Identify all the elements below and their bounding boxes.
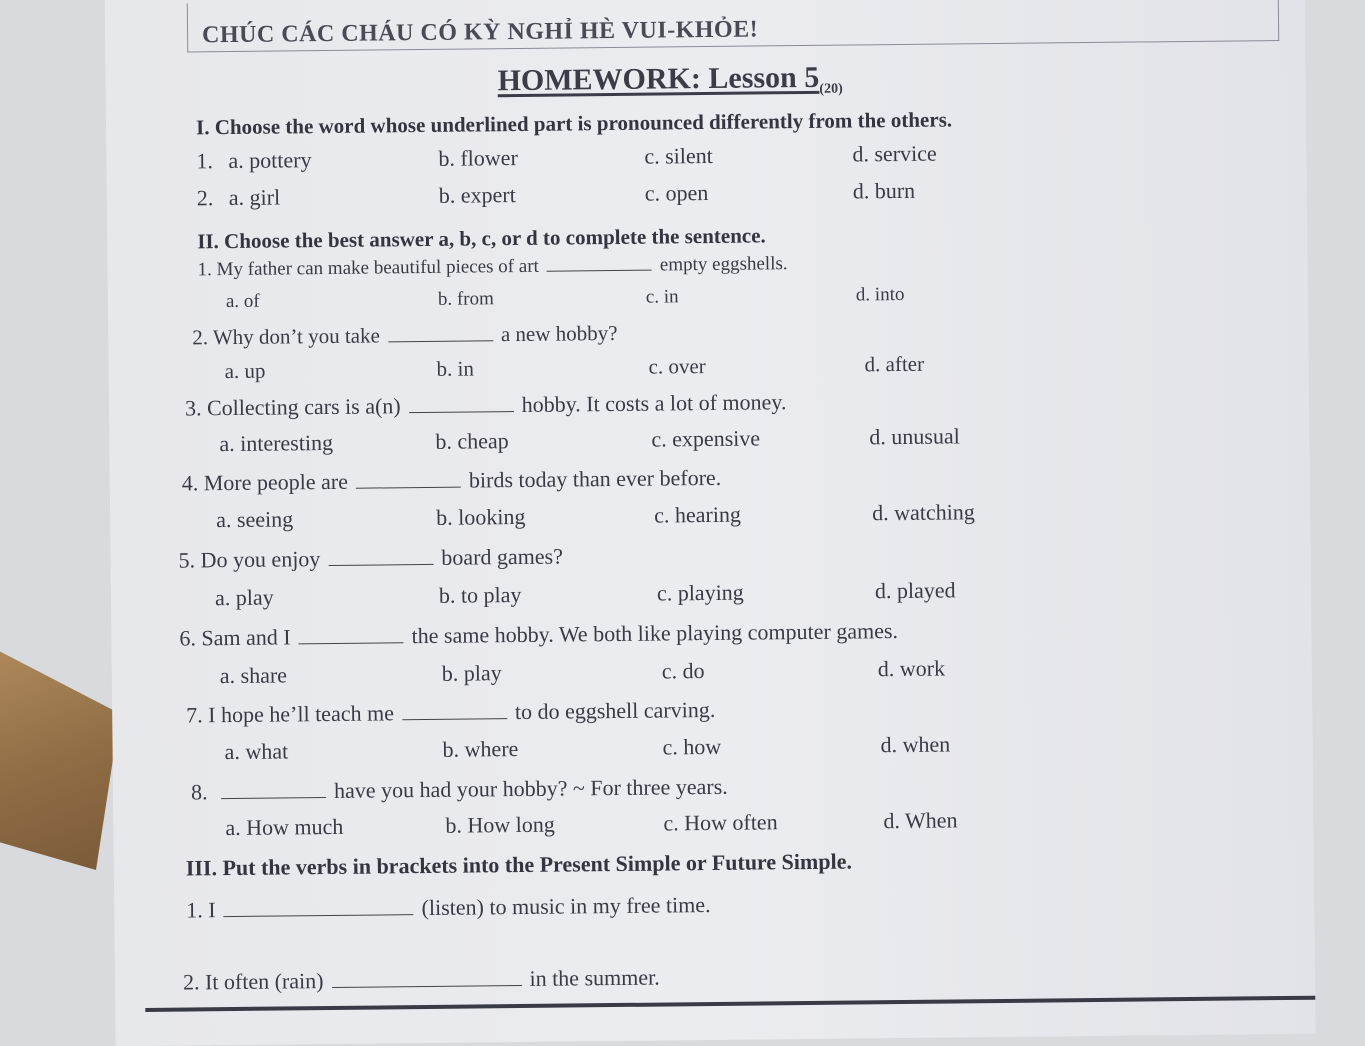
option-c: c. How often (663, 809, 778, 836)
question-before: Sam and I (201, 624, 291, 651)
option-b: b. play (441, 660, 502, 686)
question-number: 4. (181, 470, 199, 496)
option-b: b. where (442, 736, 519, 762)
question-number: 7. (186, 702, 203, 728)
option-c: c. silent (644, 142, 713, 169)
s1-question-1 (106, 137, 1306, 182)
option-d: d. when (880, 731, 951, 758)
question-number: 5. (178, 547, 196, 573)
s2-q6-options (112, 652, 1312, 697)
question-after: birds today than ever before. (468, 464, 722, 493)
page-title (497, 61, 842, 102)
option-c: c. in (645, 286, 679, 308)
option-c: c. open (644, 180, 709, 206)
question-text (185, 389, 787, 421)
option-d: d. burn (852, 177, 916, 204)
s2-question-7 (112, 691, 1312, 736)
option-b: b. How long (445, 811, 555, 838)
question-text (178, 544, 563, 574)
question-text (183, 965, 660, 996)
option-d: d. When (883, 807, 958, 834)
question-text (179, 618, 898, 652)
question-number: 2. (192, 325, 209, 350)
question-after: have you had your hobby? ~ For three years. (333, 773, 728, 803)
question-number: 8. (190, 779, 208, 805)
option-c: c. hearing (654, 501, 742, 528)
cardboard-background (0, 640, 120, 870)
question-after: empty eggshells. (659, 253, 788, 276)
question-text (182, 465, 722, 497)
answer-blank[interactable] (388, 339, 493, 342)
option-b: b. to play (438, 581, 522, 608)
option-d: d. into (855, 283, 905, 306)
section-3-heading: III. Put the verbs in brackets into the Present Simple or Future Simple. (185, 848, 853, 881)
option-d: d. after (864, 351, 925, 377)
option-c: c. do (661, 658, 705, 684)
answer-blank[interactable] (224, 913, 414, 917)
s3-question-1 (114, 886, 1314, 931)
question-text (197, 253, 787, 281)
title-text: HOMEWORK: Lesson 5 (497, 60, 820, 98)
option-a: a. of (225, 290, 260, 313)
s2-q7-options (112, 728, 1312, 773)
banner-text: CHÚC CÁC CHÁU CÓ KỲ NGHỈ HÈ VUI-KHỎE! (201, 16, 759, 49)
option-a: a. seeing (216, 506, 294, 533)
question-after: (listen) to music in my free time. (421, 892, 711, 921)
answer-blank[interactable] (299, 641, 404, 644)
greeting-banner (187, 0, 1279, 52)
question-number: 2. (182, 969, 200, 995)
option-b: b. expert (438, 182, 516, 208)
question-before: I (208, 897, 216, 923)
answer-blank[interactable] (409, 410, 514, 413)
question-text (191, 774, 728, 806)
answer-blank[interactable] (221, 796, 326, 799)
question-after: board games? (441, 543, 564, 570)
question-before: My father can make beautiful pieces of art (216, 255, 539, 281)
answer-blank[interactable] (332, 984, 522, 988)
question-after: to do eggshell carving. (514, 696, 716, 725)
option-c: c. playing (656, 579, 744, 606)
option-b: b. in (436, 356, 475, 381)
s1-question-2 (107, 174, 1307, 219)
question-before: It often (rain) (204, 968, 324, 995)
question-before: Do you enjoy (200, 546, 321, 573)
option-b: b. from (437, 288, 494, 310)
option-a: a. play (214, 584, 274, 611)
option-b: b. looking (436, 503, 526, 530)
question-number: 3. (184, 395, 202, 421)
answer-blank[interactable] (328, 563, 433, 566)
question-before: More people are (203, 468, 349, 496)
question-text (192, 321, 618, 350)
title-points: (20) (819, 81, 843, 97)
question-number: 6. (179, 625, 197, 651)
option-d: d. watching (872, 499, 975, 526)
question-number: 1. (196, 148, 214, 174)
option-d: d. work (877, 655, 946, 682)
s2-question-6 (111, 614, 1311, 659)
option-d: d. played (874, 577, 956, 604)
section-2-heading: II. Choose the best answer a, b, c, or d to complete the sentence. (197, 223, 766, 254)
question-number: 2. (196, 185, 214, 211)
answer-blank[interactable] (547, 269, 652, 272)
option-a: a. How much (225, 813, 344, 841)
option-d: d. service (852, 140, 937, 167)
question-after: a new hobby? (500, 320, 618, 347)
option-c: c. how (662, 733, 722, 760)
question-number: 1. (197, 259, 212, 281)
answer-blank[interactable] (402, 717, 507, 720)
option-a: a. pottery (228, 147, 312, 174)
option-d: d. unusual (869, 423, 960, 450)
option-b: b. cheap (435, 428, 509, 454)
s3-question-2 (115, 958, 1315, 1003)
s2-q5-options (111, 574, 1311, 619)
question-text (186, 892, 711, 923)
s2-q4-options (110, 496, 1310, 541)
question-text (186, 697, 715, 729)
question-after: in the summer. (529, 964, 660, 991)
question-before: Collecting cars is a(n) (206, 393, 401, 421)
option-a: a. interesting (219, 429, 334, 457)
option-a: a. up (224, 358, 266, 384)
option-a: a. girl (228, 184, 281, 211)
option-b: b. flower (438, 144, 518, 171)
question-after: hobby. It costs a lot of money. (521, 389, 787, 417)
section-1-heading: I. Choose the word whose underlined part is pronounced differently from the others. (195, 107, 953, 140)
worksheet-paper (105, 0, 1316, 1046)
question-before: I hope he’ll teach me (208, 700, 395, 728)
s2-question-5 (110, 536, 1310, 581)
option-a: a. share (219, 662, 288, 689)
answer-blank[interactable] (356, 486, 461, 489)
option-a: a. what (224, 738, 289, 765)
option-c: c. over (648, 354, 706, 379)
question-before: Why don’t you take (212, 323, 381, 350)
option-c: c. expensive (651, 425, 761, 452)
question-after: the same hobby. We both like playing computer games. (411, 618, 899, 649)
question-number: 1. (186, 897, 203, 923)
